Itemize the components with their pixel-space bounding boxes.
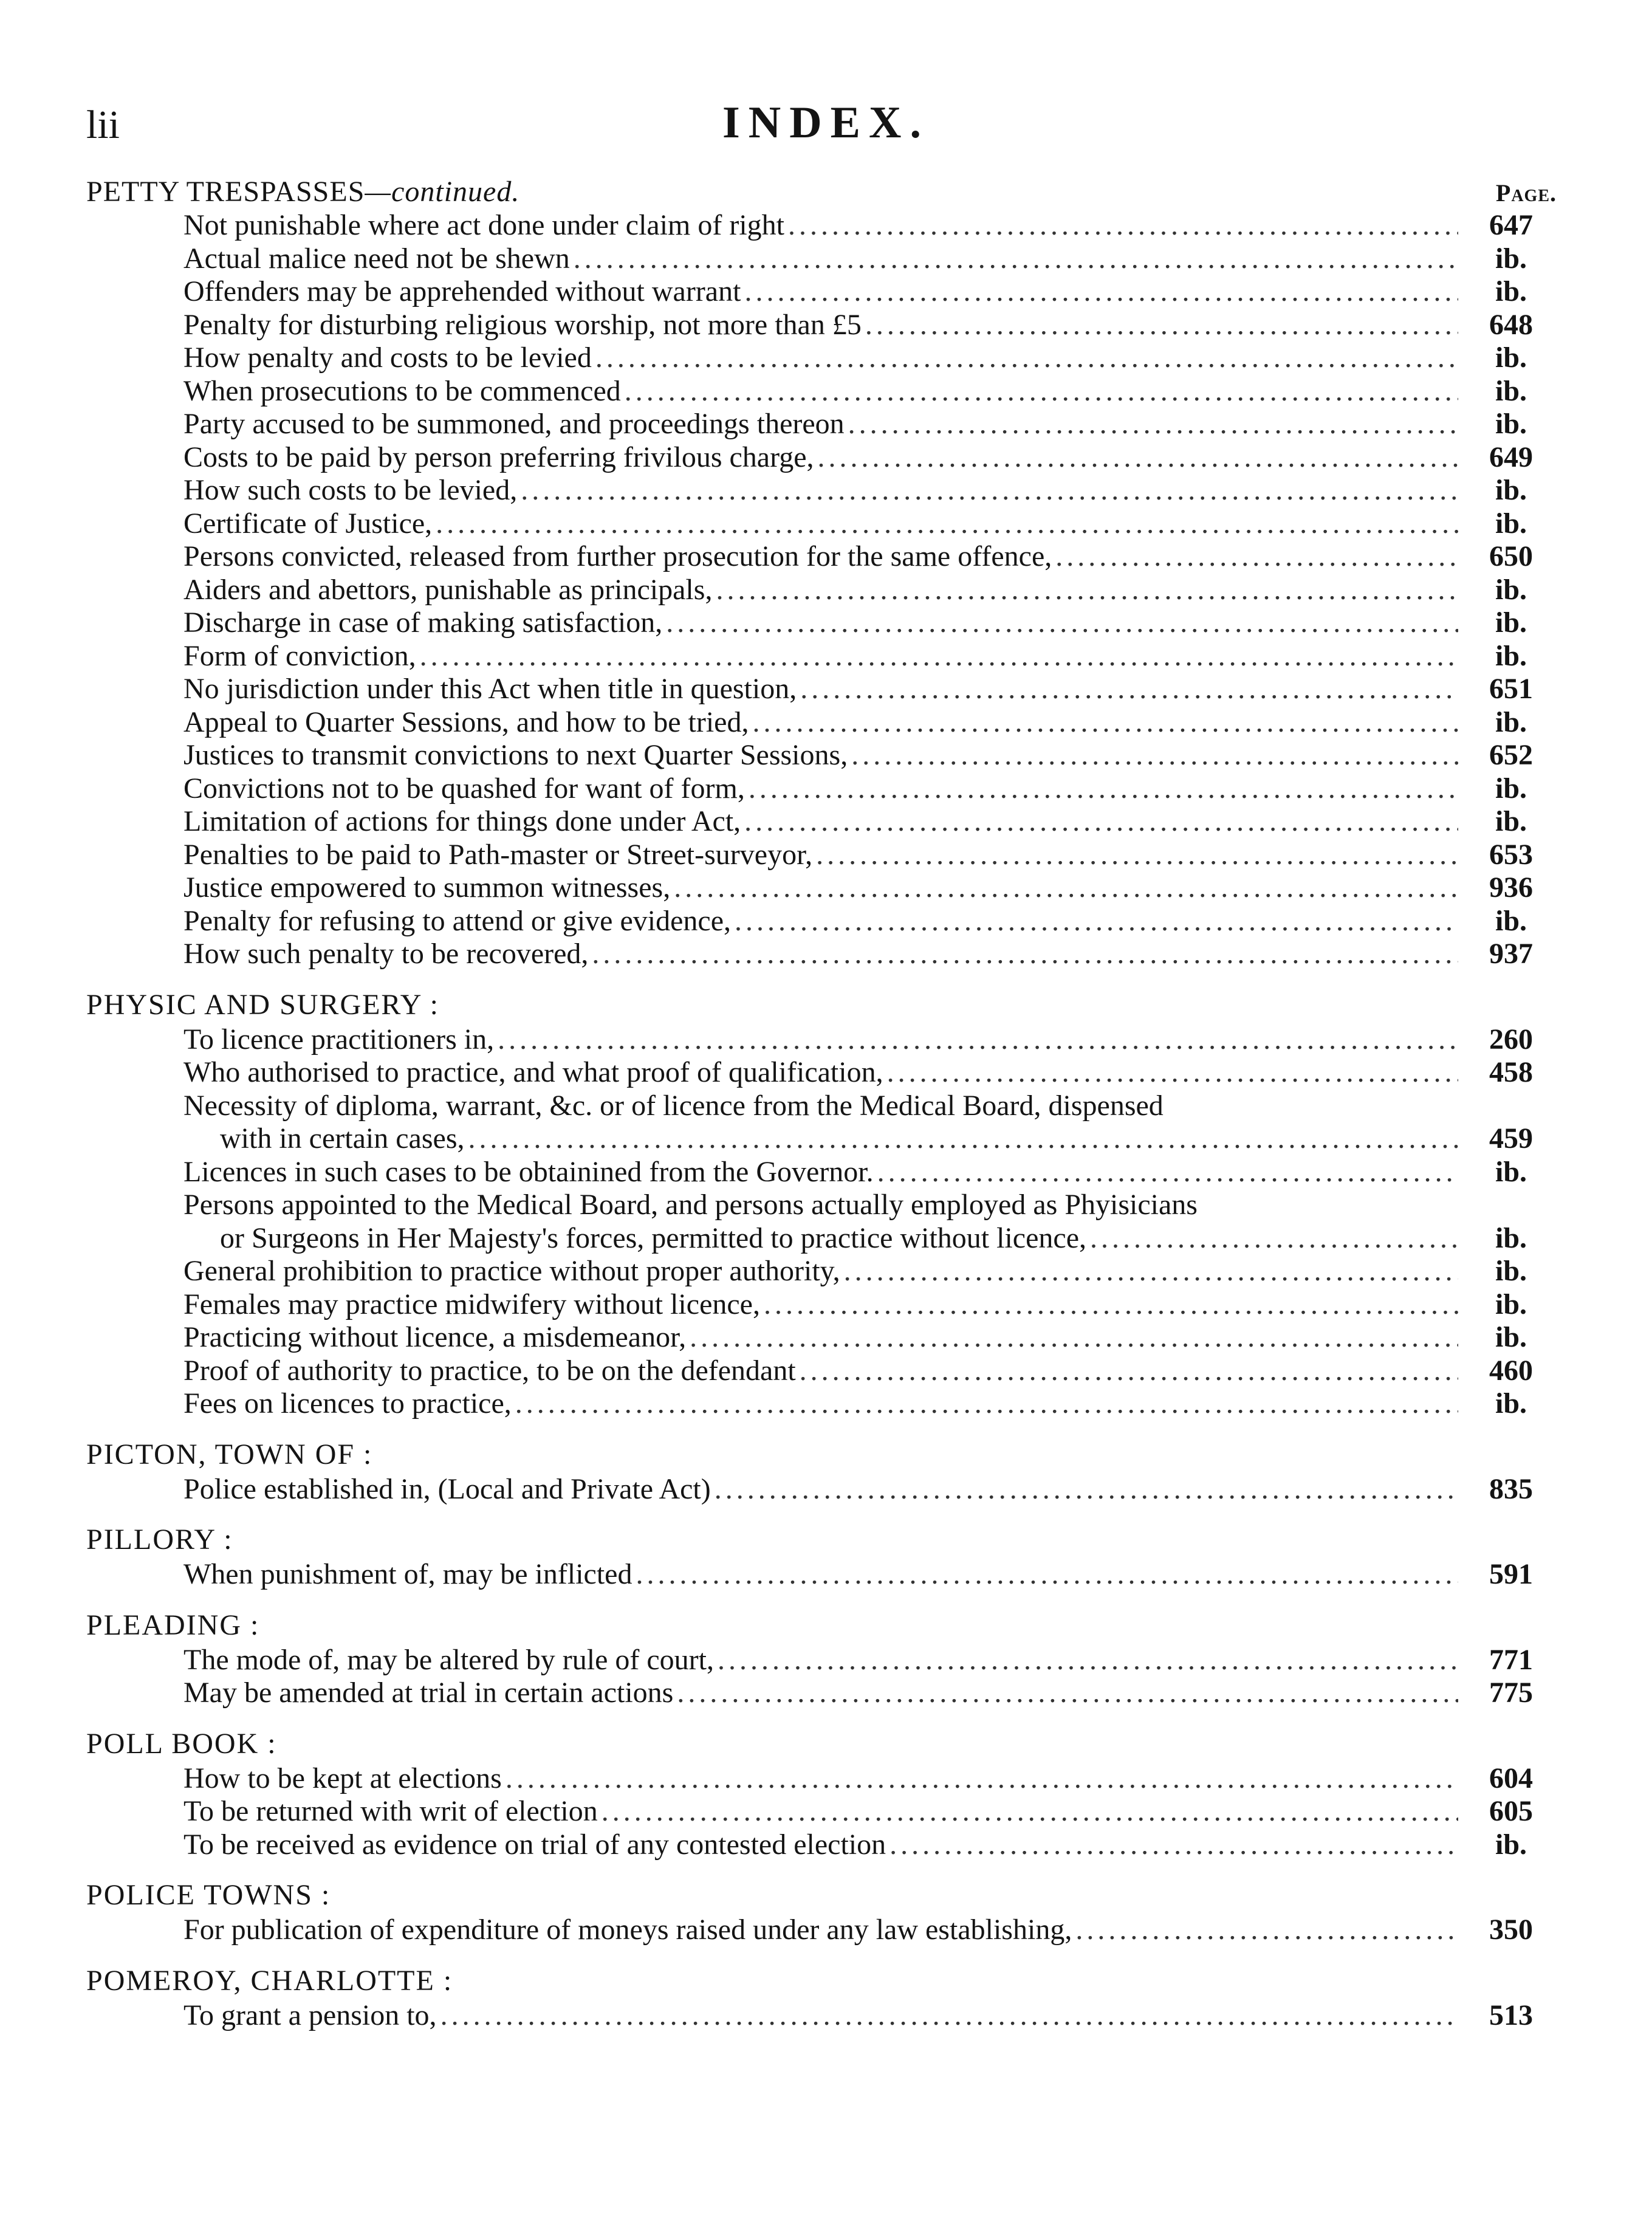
index-entry xyxy=(86,1387,1557,1421)
entry-page: 604 xyxy=(1489,1762,1533,1794)
dot-leader xyxy=(515,1387,1458,1421)
entry-text: Not punishable where act done under claim of right xyxy=(183,209,785,241)
index-section xyxy=(86,987,1557,1421)
entry-page: ib. xyxy=(1495,772,1527,805)
entry-page: 647 xyxy=(1489,209,1533,241)
dot-leader xyxy=(749,772,1458,806)
index-section xyxy=(86,1522,1557,1591)
dot-leader xyxy=(764,1288,1458,1322)
entry-page: 605 xyxy=(1489,1795,1533,1827)
index-entry xyxy=(86,1914,1557,1947)
entry-page: ib. xyxy=(1495,374,1527,407)
dot-leader xyxy=(716,574,1458,607)
entry-page: ib. xyxy=(1495,342,1527,374)
index-body xyxy=(86,175,1557,2032)
entry-text: Licences in such cases to be obtainined from the Governor. xyxy=(183,1155,874,1188)
entry-text: To be received as evidence on trial of any contested election xyxy=(183,1828,886,1861)
entry-text: When punishment of, may be inflicted xyxy=(183,1558,632,1590)
entry-page: ib. xyxy=(1495,805,1527,837)
entry-text: Discharge in case of making satisfaction, xyxy=(183,606,663,639)
entry-page: ib. xyxy=(1495,408,1527,440)
dot-leader xyxy=(735,905,1458,938)
index-section xyxy=(86,1726,1557,1862)
entry-page: 591 xyxy=(1489,1558,1533,1590)
entry-text: When prosecutions to be commenced xyxy=(183,374,621,407)
entry-page: ib. xyxy=(1495,1221,1527,1254)
entry-text: Form of conviction, xyxy=(183,639,416,672)
entry-page: 652 xyxy=(1489,739,1533,771)
entry-text: Certificate of Justice, xyxy=(183,507,433,540)
entry-text: How such penalty to be recovered, xyxy=(183,938,589,970)
index-section xyxy=(86,209,1557,971)
index-entry xyxy=(86,1189,1557,1255)
dot-leader xyxy=(889,1828,1458,1862)
index-entry xyxy=(86,375,1557,408)
section-heading: PLEADING : xyxy=(86,1609,260,1641)
index-entry xyxy=(86,1762,1557,1796)
index-entry xyxy=(86,706,1557,740)
dot-leader xyxy=(498,1023,1458,1057)
entry-text: Necessity of diploma, warrant, &c. or of licence from the Medical Board, dispensed xyxy=(183,1089,1164,1122)
entry-page: 458 xyxy=(1489,1056,1533,1088)
entry-text: Convictions not to be quashed for want of form, xyxy=(183,772,745,805)
entry-page: 459 xyxy=(1489,1122,1533,1155)
entry-page: ib. xyxy=(1495,1288,1527,1320)
index-entry xyxy=(86,805,1557,839)
entry-page: ib. xyxy=(1495,507,1527,540)
entry-page: 460 xyxy=(1489,1354,1533,1387)
dot-leader xyxy=(1055,540,1458,574)
entry-text: General prohibition to practice without proper authority, xyxy=(183,1255,840,1287)
entry-text: Appeal to Quarter Sessions, and how to be tried, xyxy=(183,706,749,738)
index-entry xyxy=(86,242,1557,276)
index-section xyxy=(86,1437,1557,1506)
entry-text: Justice empowered to summon witnesses, xyxy=(183,871,671,904)
entry-page: 771 xyxy=(1489,1643,1533,1676)
section-heading: PICTON, TOWN OF : xyxy=(86,1438,373,1471)
dot-leader xyxy=(800,673,1458,706)
entry-text: For publication of expenditure of moneys raised under any law establishing, xyxy=(183,1914,1072,1946)
page-column-label: Page. xyxy=(1495,179,1557,207)
entry-text-continued: or Surgeons in Her Majesty's forces, permitted to practice without licence, xyxy=(220,1221,1087,1254)
entry-text: To grant a pension to, xyxy=(183,1999,437,2031)
index-entry xyxy=(86,275,1557,309)
index-section xyxy=(86,1607,1557,1710)
entry-text: Persons appointed to the Medical Board, and persons actually employed as Phyisicians xyxy=(183,1189,1198,1221)
entry-page: ib. xyxy=(1495,606,1527,639)
entry-page: 650 xyxy=(1489,540,1533,572)
index-entry xyxy=(86,606,1557,640)
entry-text: To be returned with writ of election xyxy=(183,1795,598,1827)
dot-leader xyxy=(744,275,1458,309)
entry-text: Justices to transmit convictions to next Quarter Sessions, xyxy=(183,739,848,771)
index-entry xyxy=(86,1090,1557,1156)
dot-leader xyxy=(625,375,1458,408)
section-heading: POLICE TOWNS : xyxy=(86,1879,331,1911)
index-entry xyxy=(86,408,1557,441)
entry-page: 350 xyxy=(1489,1914,1533,1946)
dot-leader xyxy=(1075,1914,1458,1947)
index-entry xyxy=(86,1354,1557,1388)
index-entry xyxy=(86,1255,1557,1288)
entry-text: Aiders and abettors, punishable as principals, xyxy=(183,573,713,606)
entry-text: How to be kept at elections xyxy=(183,1762,502,1794)
dot-leader xyxy=(595,342,1458,375)
index-entry xyxy=(86,905,1557,938)
index-entry xyxy=(86,507,1557,541)
entry-page: 651 xyxy=(1489,673,1533,705)
dot-leader xyxy=(848,408,1458,441)
index-entry xyxy=(86,1999,1557,2033)
index-entry xyxy=(86,574,1557,607)
dot-leader xyxy=(440,1999,1458,2033)
entry-text: To licence practitioners in, xyxy=(183,1023,495,1056)
index-entry xyxy=(86,673,1557,706)
index-entry xyxy=(86,1023,1557,1057)
index-entry xyxy=(86,1677,1557,1710)
entry-page: 649 xyxy=(1489,441,1533,473)
index-entry xyxy=(86,309,1557,342)
dot-leader xyxy=(677,1677,1458,1710)
index-entry xyxy=(86,871,1557,905)
dot-leader xyxy=(818,441,1458,475)
entry-text: Proof of authority to practice, to be on the defendant xyxy=(183,1354,796,1387)
dot-leader xyxy=(718,1644,1458,1677)
index-entry xyxy=(86,1156,1557,1189)
dot-leader xyxy=(420,640,1458,673)
index-entry xyxy=(86,1558,1557,1591)
entry-page: ib. xyxy=(1495,1828,1527,1861)
entry-text: The mode of, may be altered by rule of court, xyxy=(183,1643,714,1676)
dot-leader xyxy=(636,1558,1458,1591)
dot-leader xyxy=(690,1321,1458,1354)
entry-text: Females may practice midwifery without licence, xyxy=(183,1288,760,1320)
entry-text-continued: with in certain cases, xyxy=(220,1122,465,1155)
dot-leader xyxy=(816,839,1458,872)
dot-leader xyxy=(521,474,1458,507)
entry-text: Limitation of actions for things done under Act, xyxy=(183,805,741,837)
dot-leader xyxy=(744,805,1458,839)
section-heading: PHYSIC AND SURGERY : xyxy=(86,988,440,1021)
index-entry xyxy=(86,1473,1557,1506)
index-entry xyxy=(86,540,1557,574)
entry-text: May be amended at trial in certain actions xyxy=(183,1677,674,1709)
index-entry xyxy=(86,772,1557,806)
index-entry xyxy=(86,640,1557,673)
entry-text: How such costs to be levied, xyxy=(183,474,518,506)
entry-text: Practicing without licence, a misdemeanor, xyxy=(183,1321,687,1353)
entry-text: Penalty for refusing to attend or give evidence, xyxy=(183,904,732,937)
entry-text: Offenders may be apprehended without warrant xyxy=(183,275,741,307)
entry-text: Actual malice need not be shewn xyxy=(183,242,570,275)
entry-page: 513 xyxy=(1489,1999,1533,2031)
dot-leader xyxy=(506,1762,1458,1796)
entry-text: Penalty for disturbing religious worship, not more than £5 xyxy=(183,308,862,341)
index-entry xyxy=(86,1795,1557,1828)
index-entry xyxy=(86,1828,1557,1862)
dot-leader xyxy=(436,507,1458,541)
entry-page: ib. xyxy=(1495,904,1527,937)
page-title: INDEX. xyxy=(722,98,930,148)
section-heading: POMEROY, CHARLOTTE : xyxy=(86,1964,453,1997)
index-entry xyxy=(86,474,1557,507)
dot-leader xyxy=(865,309,1458,342)
page-number: lii xyxy=(86,103,120,147)
dot-leader xyxy=(887,1056,1458,1090)
dot-leader xyxy=(574,242,1458,276)
entry-text: Who authorised to practice, and what proof of qualification, xyxy=(183,1056,883,1088)
entry-page: 936 xyxy=(1489,871,1533,904)
continued-heading-title: PETTY TRESPASSES xyxy=(86,176,365,208)
dot-leader xyxy=(851,739,1458,772)
entry-text: Penalties to be paid to Path-master or Street-surveyor, xyxy=(183,838,813,871)
index-entry xyxy=(86,938,1557,971)
entry-text: No jurisdiction under this Act when title in question, xyxy=(183,673,797,705)
dot-leader xyxy=(1090,1222,1458,1255)
dot-leader xyxy=(592,938,1458,971)
index-entry xyxy=(86,441,1557,475)
entry-text: Persons convicted, released from further prosecution for the same offence, xyxy=(183,540,1052,572)
entry-text: Fees on licences to practice, xyxy=(183,1387,512,1420)
entry-page: ib. xyxy=(1495,474,1527,506)
entry-page: ib. xyxy=(1495,1155,1527,1188)
index-section xyxy=(86,1877,1557,1947)
section-heading: PILLORY : xyxy=(86,1523,233,1556)
entry-page: ib. xyxy=(1495,275,1527,307)
entry-page: 937 xyxy=(1489,938,1533,970)
entry-text: Police established in, (Local and Private Act) xyxy=(183,1472,711,1505)
index-sections xyxy=(86,209,1557,2032)
entry-page: ib. xyxy=(1495,573,1527,606)
entry-page: ib. xyxy=(1495,706,1527,738)
entry-page: ib. xyxy=(1495,1255,1527,1287)
entry-page: ib. xyxy=(1495,1321,1527,1353)
entry-page: ib. xyxy=(1495,242,1527,275)
index-entry xyxy=(86,1056,1557,1090)
dot-leader xyxy=(800,1354,1458,1388)
entry-text: How penalty and costs to be levied xyxy=(183,342,592,374)
index-entry xyxy=(86,1644,1557,1677)
dot-leader xyxy=(602,1795,1458,1828)
entry-page: 260 xyxy=(1489,1023,1533,1056)
dot-leader xyxy=(468,1122,1458,1156)
section-heading: POLL BOOK : xyxy=(86,1727,277,1760)
entry-page: 835 xyxy=(1489,1472,1533,1505)
entry-page: 775 xyxy=(1489,1677,1533,1709)
entry-page: 653 xyxy=(1489,838,1533,871)
index-entry xyxy=(86,1321,1557,1354)
continued-heading-suffix: —continued. xyxy=(365,176,520,208)
entry-page: ib. xyxy=(1495,639,1527,672)
index-section xyxy=(86,1963,1557,2033)
entry-page: 648 xyxy=(1489,308,1533,341)
dot-leader xyxy=(752,706,1458,740)
index-entry xyxy=(86,739,1557,772)
dot-leader xyxy=(844,1255,1458,1288)
index-entry xyxy=(86,839,1557,872)
entry-page: ib. xyxy=(1495,1387,1527,1420)
dot-leader xyxy=(666,606,1458,640)
entry-text: Party accused to be summoned, and proceedings thereon xyxy=(183,408,845,440)
continued-heading xyxy=(86,175,1557,209)
dot-leader xyxy=(788,209,1458,242)
dot-leader xyxy=(674,871,1458,905)
index-entry xyxy=(86,209,1557,242)
entry-text: Costs to be paid by person preferring frivilous charge, xyxy=(183,441,814,473)
dot-leader xyxy=(877,1156,1458,1189)
dot-leader xyxy=(715,1473,1458,1506)
index-entry xyxy=(86,342,1557,375)
index-entry xyxy=(86,1288,1557,1322)
